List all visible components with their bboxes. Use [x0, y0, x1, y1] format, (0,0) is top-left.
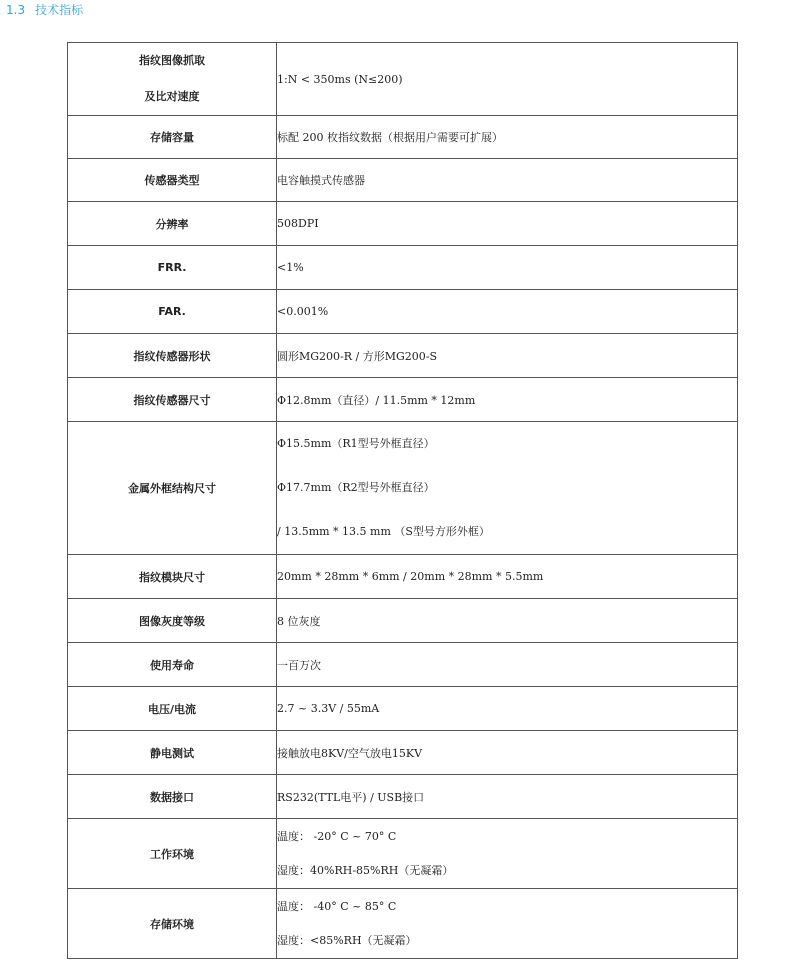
spec-label-cell — [68, 687, 277, 731]
spec-label: 指纹传感器形状 — [133, 349, 211, 363]
spec-value-line: Φ15.5mm（R1型号外框直径） — [277, 437, 435, 450]
spec-label-line: 及比对速度 — [144, 90, 200, 103]
spec-row-storage-env — [68, 889, 738, 959]
spec-value-line: 湿度：40%RH-85%RH（无凝霜） — [277, 863, 454, 877]
spec-row-sensor-shape — [68, 334, 738, 378]
spec-label-cell — [68, 334, 277, 378]
spec-value-cell — [277, 819, 738, 889]
spec-label-cell — [68, 555, 277, 599]
spec-value-cell — [277, 555, 738, 599]
spec-value-line: 湿度：<85%RH（无凝霜） — [277, 933, 417, 947]
spec-value-line: Φ17.7mm（R2型号外框直径） — [277, 481, 435, 494]
spec-label: 分辨率 — [155, 217, 189, 231]
spec-label: 电压/电流 — [147, 702, 197, 716]
spec-label-cell — [68, 599, 277, 643]
spec-label-cell — [68, 290, 277, 334]
spec-label: 使用寿命 — [150, 658, 194, 672]
spec-row-bezel-size — [68, 422, 738, 555]
spec-label-cell — [68, 643, 277, 687]
spec-label: 指纹模块尺寸 — [139, 570, 205, 584]
spec-row-esd-test — [68, 731, 738, 775]
spec-value-line: / 13.5mm * 13.5 mm （S型号方形外框） — [277, 525, 490, 538]
spec-label: 存储环境 — [150, 917, 194, 931]
spec-value: 一百万次 — [277, 658, 321, 672]
spec-value: Φ12.8mm（直径）/ 11.5mm * 12mm — [277, 393, 476, 407]
spec-label-cell — [68, 378, 277, 422]
spec-label-cell — [68, 422, 277, 555]
spec-label: FRR. — [157, 261, 187, 274]
spec-value: <0.001% — [277, 305, 329, 318]
spec-label: 工作环境 — [150, 847, 194, 861]
spec-value-cell — [277, 159, 738, 202]
spec-value: 接触放电8KV/空气放电15KV — [277, 746, 423, 760]
spec-row-data-interface — [68, 775, 738, 819]
spec-row-module-size — [68, 555, 738, 599]
spec-value-cell — [277, 599, 738, 643]
spec-row-capture-speed — [68, 43, 738, 116]
spec-label-cell — [68, 246, 277, 290]
spec-value-cell — [277, 422, 738, 555]
spec-value-cell — [277, 334, 738, 378]
spec-value: 圆形MG200-R / 方形MG200-S — [277, 349, 438, 363]
spec-row-resolution — [68, 202, 738, 246]
spec-row-storage-capacity — [68, 116, 738, 159]
spec-value-cell — [277, 290, 738, 334]
spec-label-cell — [68, 819, 277, 889]
spec-label: 传感器类型 — [144, 174, 200, 187]
spec-row-frr — [68, 246, 738, 290]
spec-label-line: 指纹图像抓取 — [139, 54, 205, 67]
section-title: 技术指标 — [35, 3, 84, 17]
spec-value-cell — [277, 643, 738, 687]
spec-value: 标配 200 枚指纹数据（根据用户需要可扩展） — [277, 131, 503, 144]
spec-label: 图像灰度等级 — [139, 614, 205, 628]
spec-label: FAR. — [158, 305, 186, 318]
spec-label: 存储容量 — [150, 131, 194, 144]
spec-value-cell — [277, 116, 738, 159]
spec-value-cell — [277, 43, 738, 116]
spec-value-cell — [277, 889, 738, 959]
spec-table — [67, 42, 738, 959]
spec-row-voltage-current — [68, 687, 738, 731]
spec-value: 电容触摸式传感器 — [277, 174, 365, 187]
spec-label-cell — [68, 775, 277, 819]
spec-value-line: 温度： -20° C ~ 70° C — [277, 829, 397, 843]
section-number: 1.3 — [6, 3, 26, 17]
spec-label-cell — [68, 731, 277, 775]
spec-value: 8 位灰度 — [277, 614, 321, 628]
spec-row-lifetime — [68, 643, 738, 687]
spec-value-cell — [277, 246, 738, 290]
spec-value-cell — [277, 775, 738, 819]
spec-label: 静电测试 — [150, 746, 194, 760]
spec-label: 数据接口 — [150, 790, 194, 804]
spec-value-line: 温度： -40° C ~ 85° C — [277, 899, 397, 913]
spec-value-cell — [277, 731, 738, 775]
spec-value: RS232(TTL电平) / USB接口 — [277, 790, 425, 804]
spec-value: <1% — [277, 261, 304, 274]
spec-row-sensor-type — [68, 159, 738, 202]
spec-label-cell — [68, 889, 277, 959]
spec-row-operating-env — [68, 819, 738, 889]
spec-value-cell — [277, 202, 738, 246]
spec-label: 指纹传感器尺寸 — [133, 393, 211, 407]
spec-label-cell — [68, 43, 277, 116]
spec-value: 20mm * 28mm * 6mm / 20mm * 28mm * 5.5mm — [277, 570, 544, 583]
spec-label-cell — [68, 202, 277, 246]
spec-row-grayscale — [68, 599, 738, 643]
spec-row-far — [68, 290, 738, 334]
spec-value: 2.7 ~ 3.3V / 55mA — [277, 702, 380, 715]
spec-label-cell — [68, 159, 277, 202]
spec-value-cell — [277, 378, 738, 422]
spec-label: 金属外框结构尺寸 — [128, 482, 216, 495]
spec-value-cell — [277, 687, 738, 731]
spec-label-cell — [68, 116, 277, 159]
section-heading — [6, 1, 83, 18]
spec-value-line: 1:N < 350ms (N≤200) — [277, 72, 403, 86]
spec-value: 508DPI — [277, 217, 319, 230]
spec-row-sensor-size — [68, 378, 738, 422]
